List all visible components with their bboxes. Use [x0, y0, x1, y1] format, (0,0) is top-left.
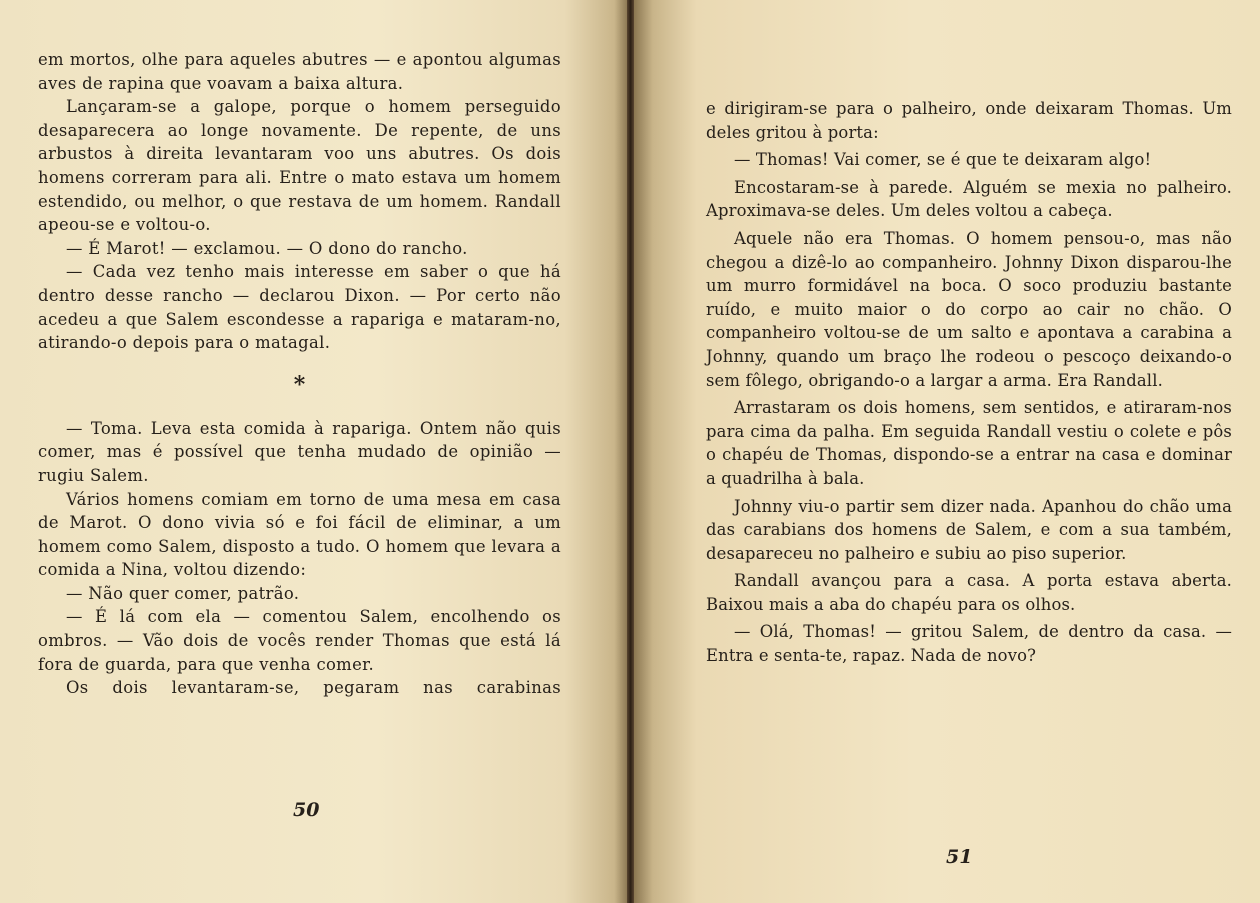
right-paragraph-8: — Olá, Thomas! — gritou Salem, de dentro da casa. — Entra e senta-te, rapaz. Nada de novo?	[706, 622, 1232, 666]
right-paragraph-6: Johnny viu-o partir sem dizer nada. Apanhou do chão uma das carabians dos homens de Salem, e com a sua também, desapareceu no palheiro e subiu ao piso superior.	[706, 496, 1232, 563]
left-paragraph-5: — Toma. Leva esta comida à rapariga. Ontem não quis comer, mas é possível que tenha mudado de opinião — rugiu Salem.	[38, 418, 561, 485]
left-paragraph-6: Vários homens comiam em torno de uma mesa em casa de Marot. O dono vivia só e foi fácil de eliminar, a um homem como Salem, disposto a tudo. O homem que levara a comida a Nina, voltou dizendo:	[38, 489, 561, 580]
left-paragraph-2: Lançaram-se a galope, porque o homem perseguido desaparecera ao longe novamente. De repente, de uns arbustos à direita levantaram voo uns abutres. Os dois homens correram para ali. Entre o mato estava um homem estendido, ou melhor, o que restava de um homem. Randall apeou-se e voltou-o.	[38, 97, 561, 235]
left-paragraph-1: em mortos, olhe para aqueles abutres — e apontou algumas aves de rapina que voavam a baixa altura.	[38, 50, 561, 93]
right-paragraph-5: Arrastaram os dois homens, sem sentidos, e atiraram-nos para cima da palha. Em seguida Randall vestiu o colete e pôs o chapéu de Thomas, dispondo-se a entrar na casa e dominar a quadrilha à bala.	[706, 398, 1232, 488]
book-gutter	[627, 0, 634, 903]
page-number-right: 51	[946, 846, 973, 868]
right-page	[634, 0, 1260, 903]
right-paragraph-4: Aquele não era Thomas. O homem pensou-o, mas não chegou a dizê-lo ao companheiro. Johnny Dixon disparou-lhe um murro formidável na boca. O soco produziu bastante ruído, e muito maior o do corpo ao cair no chão. O companheiro voltou-se de um salto e apontava a carabina a Johnny, quando um braço lhe rodeou o pescoço deixando-o sem fôlego, obrigando-o a largar a arma. Era Randall.	[706, 228, 1232, 390]
left-paragraph-9: Os dois levantaram-se, pegaram nas carabinas	[66, 678, 561, 698]
left-paragraph-8: — É lá com ela — comentou Salem, encolhendo os ombros. — Vão dois de vocês render Thomas que está lá fora de guarda, para que venha comer.	[38, 607, 561, 674]
left-paragraph-7: — Não quer comer, patrão.	[66, 583, 300, 603]
right-paragraph-7: Randall avançou para a casa. A porta estava aberta. Baixou mais a aba do chapéu para os olhos.	[706, 571, 1232, 614]
right-paragraph-2: — Thomas! Vai comer, se é que te deixaram algo!	[734, 150, 1152, 170]
section-separator: *	[293, 371, 306, 398]
left-page	[0, 0, 627, 903]
right-paragraph-3: Encostaram-se à parede. Alguém se mexia no palheiro. Aproximava-se deles. Um deles voltou a cabeça.	[706, 177, 1232, 221]
page-number-left: 50	[293, 799, 320, 821]
right-paragraph-1: e dirigiram-se para o palheiro, onde deixaram Thomas. Um deles gritou à porta:	[706, 99, 1232, 142]
left-paragraph-4: — Cada vez tenho mais interesse em saber o que há dentro desse rancho — declarou Dixon. — Por certo não acedeu a que Salem escondesse a rapariga e mataram-no, atirando-o depois para o matagal.	[38, 262, 561, 353]
left-paragraph-3: — É Marot! — exclamou. — O dono do rancho.	[66, 238, 468, 258]
